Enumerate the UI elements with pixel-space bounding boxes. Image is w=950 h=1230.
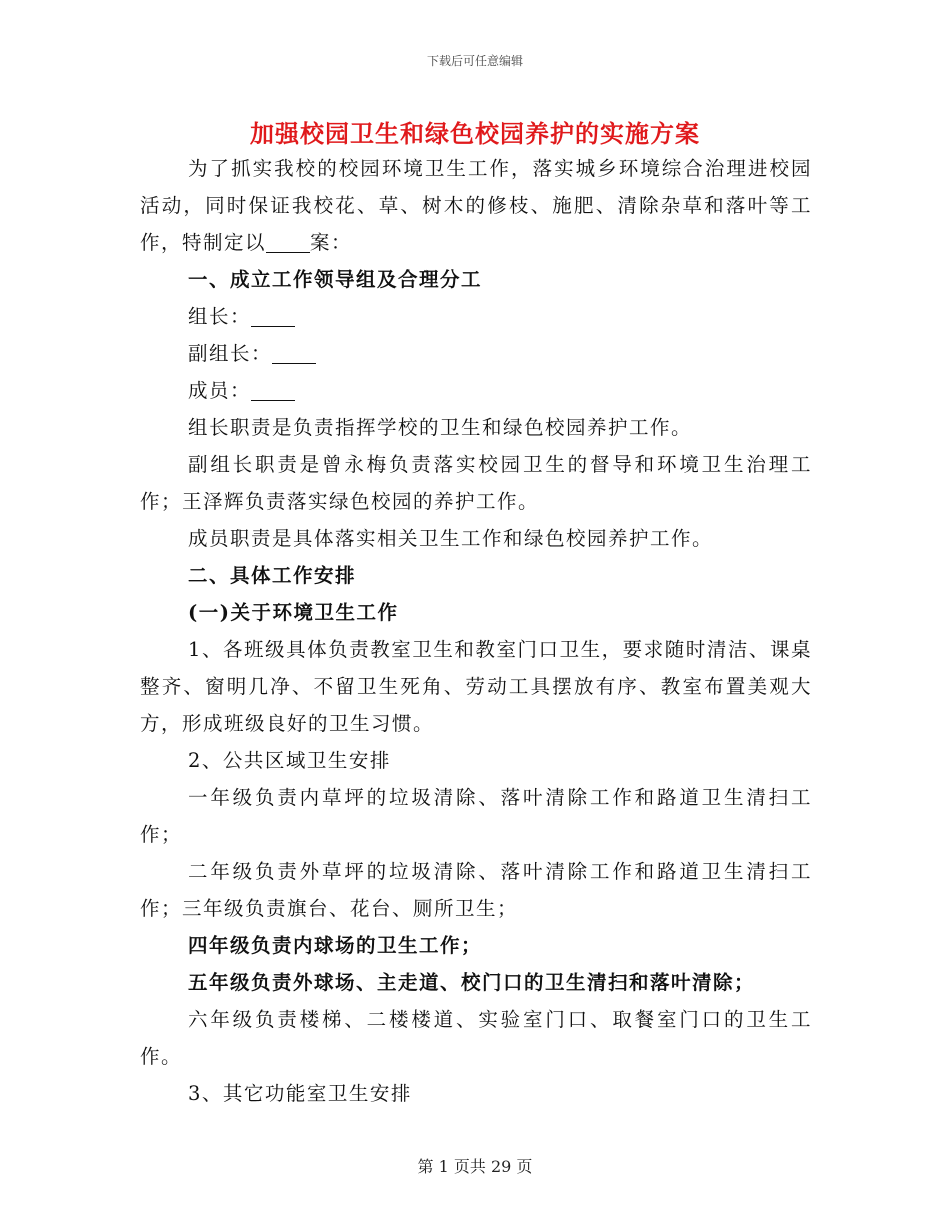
duty-leader: 组长职责是负责指挥学校的卫生和绿色校园养护工作。	[188, 416, 693, 439]
grade-1-duty: 一年级负责内草坪的垃圾清除、落叶清除工作和路道卫生清扫工作；	[140, 786, 812, 846]
leader-line	[140, 298, 812, 335]
page-footer: 第 1 页共 29 页	[417, 1157, 533, 1176]
member-line	[140, 372, 812, 409]
grade-5-duty: 五年级负责外球场、主走道、校门口的卫生清扫和落叶清除；	[188, 971, 756, 994]
grade-6-duty: 六年级负责楼梯、二楼楼道、实验室门口、取餐室门口的卫生工作。	[140, 1008, 812, 1068]
grade-4-duty: 四年级负责内球场的卫生工作；	[188, 934, 483, 957]
intro-paragraph	[140, 150, 812, 261]
item-1: 1、各班级具体负责教室卫生和教室门口卫生，要求随时清洁、课桌整齐、窗明几净、不留卫生死角、劳动工具摆放有序、教室布置美观大方，形成班级良好的卫生习惯。	[140, 638, 812, 735]
document-body	[140, 150, 812, 1112]
item-2: 2、公共区域卫生安排	[188, 749, 391, 772]
deputy-label: 副组长：	[188, 342, 273, 365]
member-label: 成员：	[188, 379, 252, 402]
header-note: 下载后可任意编辑	[426, 54, 523, 68]
deputy-line	[140, 335, 812, 372]
item-3: 3、其它功能室卫生安排	[188, 1082, 412, 1105]
section-heading-2: 二、具体工作安排	[188, 564, 357, 587]
document-title: 加强校园卫生和绿色校园养护的实施方案	[250, 119, 700, 148]
duty-deputy: 副组长职责是曾永梅负责落实校园卫生的督导和环境卫生治理工作；王泽辉负责落实绿色校园的养护工作。	[140, 453, 812, 513]
section-heading-1: 一、成立工作领导组及合理分工	[188, 268, 483, 291]
grade-2-3-duty: 二年级负责外草坪的垃圾清除、落叶清除工作和路道卫生清扫工作；三年级负责旗台、花台、厕所卫生；	[140, 860, 812, 920]
leader-blank	[251, 304, 295, 327]
leader-label: 组长：	[188, 305, 252, 328]
blank-line	[266, 230, 310, 253]
member-blank	[251, 378, 295, 401]
deputy-blank	[272, 341, 316, 364]
intro-text-end: 案：	[310, 231, 353, 254]
subsection-heading-1: (一)关于环境卫生工作	[188, 601, 399, 624]
duty-member: 成员职责是具体落实相关卫生工作和绿色校园养护工作。	[188, 527, 714, 550]
intro-text: 为了抓实我校的校园环境卫生工作，落实城乡环境综合治理进校园活动，同时保证我校花、草、树木的修枝、施肥、清除杂草和落叶等工作，特制定以	[140, 157, 812, 254]
